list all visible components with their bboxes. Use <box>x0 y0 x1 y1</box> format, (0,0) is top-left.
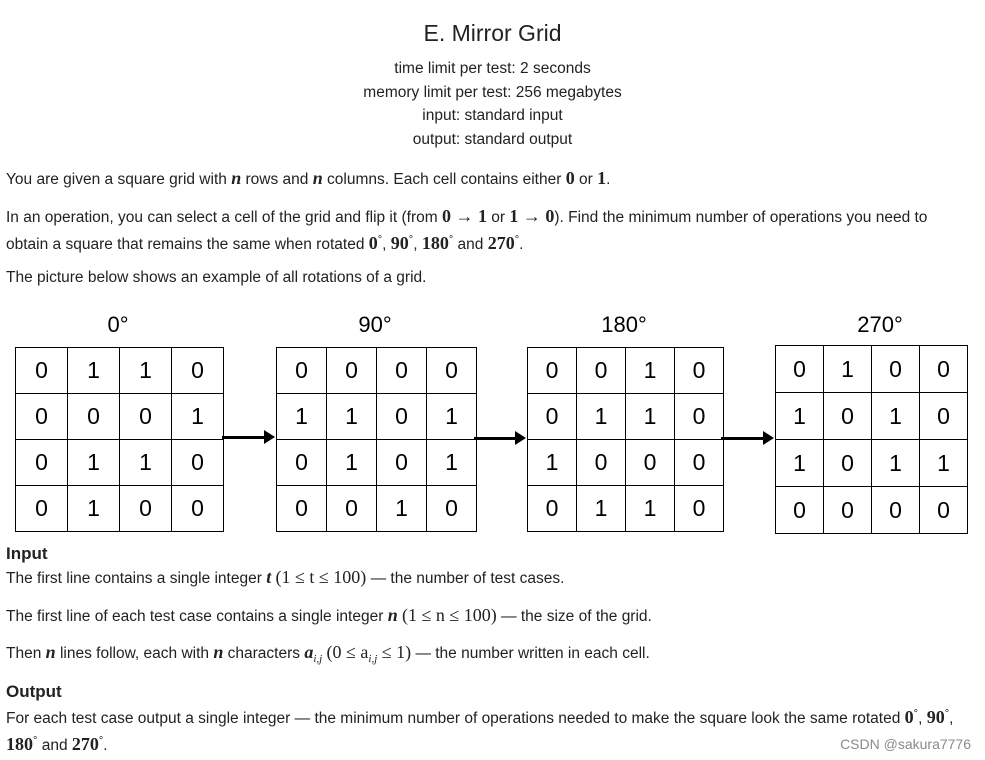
input-file: input: standard input <box>422 107 563 124</box>
text: — the number of test cases. <box>366 570 565 587</box>
grid-cell: 0 <box>16 440 68 486</box>
grid-cell: 1 <box>68 440 120 486</box>
grid-row <box>776 346 968 393</box>
text: columns. Each cell contains either <box>322 171 566 188</box>
grid-cell: 1 <box>776 440 824 487</box>
text: , <box>382 236 391 254</box>
math-expr: 1 → 0 <box>509 206 555 226</box>
grid-cell: 0 <box>872 487 920 534</box>
grid-cell: 0 <box>68 394 120 440</box>
grid-cell: 0 <box>120 486 172 532</box>
grid-cell: 1 <box>327 440 377 486</box>
math-num: 0 <box>368 233 378 254</box>
output-heading: Output <box>6 682 62 701</box>
grid-cell: 0 <box>675 440 724 486</box>
watermark: CSDN @sakura7776 <box>840 736 971 752</box>
statement-paragraph-2: In an operation, you can select a cell of the grid and flip it (from 0 → 1 or 1 → 0). Find the minimum number of operations you need to obtain a square that remains the same when rotated 0°, 90°, 180° and 270°. <box>6 206 928 254</box>
grid-row <box>528 440 724 486</box>
math-range: (1 ≤ t ≤ 100) <box>275 567 367 587</box>
input-heading: Input <box>6 544 48 563</box>
grid-rotation-180 <box>527 347 724 532</box>
grid-cell: 0 <box>172 440 224 486</box>
text: and <box>453 236 488 254</box>
grid-row <box>277 440 477 486</box>
text: The first line contains a single integer <box>6 570 267 587</box>
grid-cell: 0 <box>277 486 327 532</box>
grid-cell: 0 <box>920 346 968 393</box>
input-line-3 <box>6 641 971 671</box>
text: In an operation, you can select a cell of the grid and flip it (from <box>6 209 442 226</box>
arrow-icon <box>474 437 516 440</box>
grid-cell: 0 <box>577 348 626 394</box>
grid-cell: 0 <box>920 393 968 440</box>
math-var: t <box>266 567 272 587</box>
grid-cell: 0 <box>776 346 824 393</box>
text: , <box>413 236 422 254</box>
arrow-icon <box>222 436 265 439</box>
grid-cell: 1 <box>68 348 120 394</box>
grid-cell: 1 <box>872 440 920 487</box>
grid-row <box>776 393 968 440</box>
math-var: a <box>304 642 314 662</box>
output-file: output: standard output <box>412 131 573 148</box>
grid-cell: 0 <box>16 486 68 532</box>
math-range: ≤ 1) <box>377 642 412 662</box>
grid-cell: 0 <box>577 440 626 486</box>
math-range: (1 ≤ n ≤ 100) <box>402 605 497 625</box>
grid-cell: 0 <box>675 348 724 394</box>
grid-cell: 0 <box>528 486 577 532</box>
grid-rotation-0 <box>15 347 224 532</box>
output-line-1: For each test case output a single integer — the minimum number of operations needed to make the square look the same rotated 0°, 90°, 180° and 270°. <box>6 707 954 755</box>
grid-cell: 0 <box>327 486 377 532</box>
grid-cell: 1 <box>577 486 626 532</box>
grid-label-270: 270° <box>857 312 903 337</box>
text: You are given a square grid with <box>6 171 232 188</box>
grid-cell: 1 <box>327 394 377 440</box>
text: , <box>949 710 954 728</box>
statement-paragraph-3: The picture below shows an example of all rotations of a grid. <box>6 269 427 286</box>
math-subscript: i,j <box>313 653 323 666</box>
math-num: 180 <box>421 233 449 254</box>
grid-cell: 0 <box>427 348 477 394</box>
grid-cell: 0 <box>16 394 68 440</box>
grid-cell: 1 <box>577 394 626 440</box>
input-line-1 <box>6 566 971 590</box>
text: characters <box>223 645 305 662</box>
math-num: 0 <box>904 707 914 728</box>
text: — the size of the grid. <box>496 608 652 625</box>
text: lines follow, each with <box>55 645 214 662</box>
text: rows and <box>241 171 313 188</box>
grid-label-180: 180° <box>601 312 647 337</box>
grid-cell: 0 <box>776 487 824 534</box>
math-var: n <box>231 168 242 188</box>
grid-cell: 1 <box>872 393 920 440</box>
math-num: 1 <box>597 168 607 188</box>
grid-label-0: 0° <box>107 312 129 337</box>
grid-cell: 1 <box>427 440 477 486</box>
grid-cell: 1 <box>277 394 327 440</box>
grid-cell: 0 <box>172 486 224 532</box>
grid-cell: 0 <box>427 486 477 532</box>
grid-cell: 1 <box>920 440 968 487</box>
grid-row <box>528 394 724 440</box>
time-limit: time limit per test: 2 seconds <box>394 60 591 77</box>
grid-cell: 0 <box>626 440 675 486</box>
grid-cell: 1 <box>120 348 172 394</box>
text: — the number written in each cell. <box>411 645 650 662</box>
grid-cell: 0 <box>277 440 327 486</box>
text: . <box>606 171 611 188</box>
math-num: 180 <box>6 734 33 755</box>
grid-label-90: 90° <box>358 312 392 337</box>
grid-cell: 0 <box>120 394 172 440</box>
grid-row <box>16 440 224 486</box>
memory-limit: memory limit per test: 256 megabytes <box>363 84 622 101</box>
math-num: 90 <box>390 233 409 254</box>
text: . <box>103 737 108 755</box>
grid-row <box>776 440 968 487</box>
grid-cell: 0 <box>327 348 377 394</box>
grid-cell: 0 <box>528 348 577 394</box>
arrow-icon <box>721 437 764 440</box>
grid-cell: 1 <box>626 348 675 394</box>
grid-cell: 1 <box>776 393 824 440</box>
grid-rotation-270 <box>775 345 968 534</box>
statement-paragraph-1 <box>6 167 971 191</box>
text: ). Find the minimum number of operations you need to obtain a square that remains the same when rotated <box>6 209 928 254</box>
math-num: 270 <box>487 233 515 254</box>
grid-rotation-90 <box>276 347 477 532</box>
grid-cell: 0 <box>528 394 577 440</box>
text: or <box>574 171 598 188</box>
grid-cell: 1 <box>68 486 120 532</box>
math-var: n <box>45 642 56 662</box>
grid-cell: 0 <box>377 394 427 440</box>
grid-cell: 0 <box>377 440 427 486</box>
grid-row <box>528 486 724 532</box>
grid-cell: 0 <box>675 486 724 532</box>
text: The first line of each test case contains a single integer <box>6 608 388 625</box>
text: Then <box>6 645 46 662</box>
text: or <box>486 209 510 226</box>
grid-row <box>16 486 224 532</box>
grid-cell: 0 <box>824 440 872 487</box>
grid-row <box>16 348 224 394</box>
grid-row <box>277 486 477 532</box>
grid-cell: 0 <box>675 394 724 440</box>
grid-row <box>277 348 477 394</box>
math-var: n <box>312 168 323 188</box>
grid-row <box>277 394 477 440</box>
grid-cell: 1 <box>626 486 675 532</box>
problem-title: E. Mirror Grid <box>423 20 562 46</box>
grid-row <box>528 348 724 394</box>
grid-cell: 1 <box>427 394 477 440</box>
grid-cell: 0 <box>377 348 427 394</box>
text: . <box>519 236 524 254</box>
grid-cell: 0 <box>824 487 872 534</box>
math-var: n <box>213 642 224 662</box>
math-range: (0 ≤ a <box>326 642 369 662</box>
grid-cell: 0 <box>172 348 224 394</box>
grid-cell: 0 <box>16 348 68 394</box>
grid-row <box>776 487 968 534</box>
grid-cell: 1 <box>528 440 577 486</box>
math-num: 0 <box>565 168 575 188</box>
grid-cell: 0 <box>920 487 968 534</box>
math-num: 270 <box>71 734 99 755</box>
grid-cell: 1 <box>120 440 172 486</box>
math-num: 90 <box>926 707 945 728</box>
math-subscript: i,j <box>368 653 378 666</box>
text: , <box>918 710 923 728</box>
input-line-2 <box>6 604 971 628</box>
grid-cell: 1 <box>377 486 427 532</box>
math-var: n <box>387 605 398 625</box>
grid-cell: 0 <box>277 348 327 394</box>
math-expr: 0 → 1 <box>441 206 487 226</box>
grid-row <box>16 394 224 440</box>
text: and <box>37 737 72 755</box>
text: For each test case output a single integer — the minimum number of operations needed to make the square look the same rotated <box>6 710 905 728</box>
grid-cell: 1 <box>626 394 675 440</box>
grid-cell: 1 <box>172 394 224 440</box>
grid-cell: 0 <box>824 393 872 440</box>
grid-cell: 0 <box>872 346 920 393</box>
grid-cell: 1 <box>824 346 872 393</box>
